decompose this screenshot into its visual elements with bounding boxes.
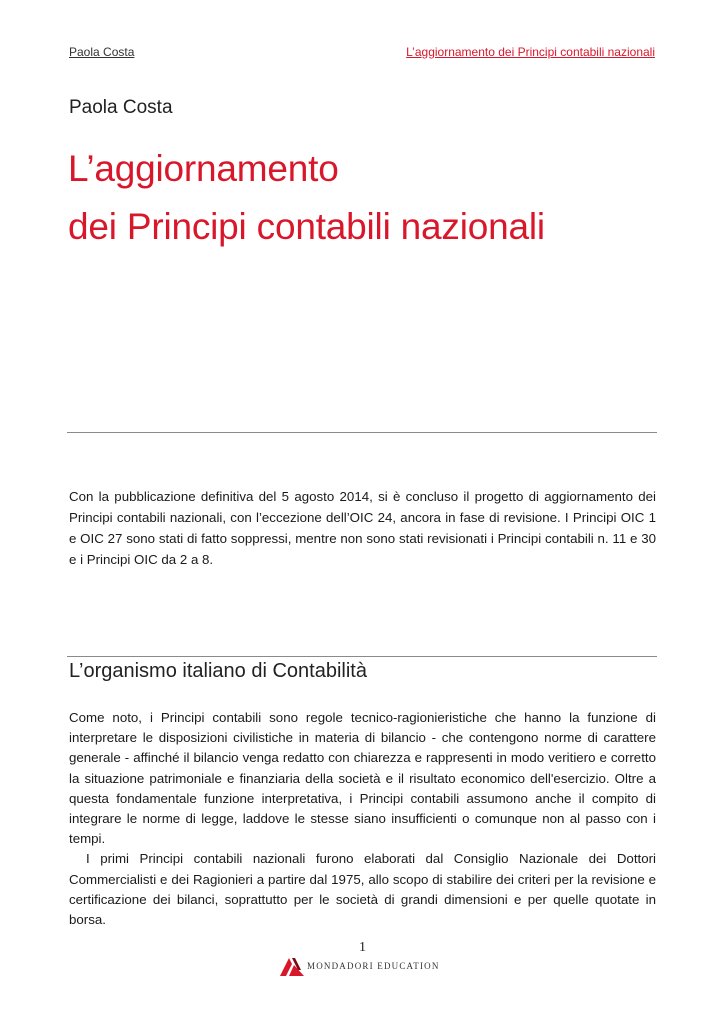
document-title-line-2: dei Principi contabili nazionali (68, 206, 545, 247)
running-header-title: L’aggiornamento dei Principi contabili nazionali (406, 45, 655, 59)
section-heading: L’organismo italiano di Contabilità (69, 660, 367, 682)
abstract-paragraph: Con la pubblicazione definitiva del 5 agosto 2014, si è concluso il progetto di aggiornamento dei Principi contabili nazionali, con l’eccezione dell’OIC 24, ancora in fase di revisione. I Principi OIC 1 e OIC 27 sono stati di fatto soppressi, mentre non sono stati revisionati i Principi contabili n. 11 e 30 e i Principi OIC da 2 a 8. (69, 489, 656, 567)
running-header-author: Paola Costa (69, 45, 135, 59)
body-paragraph-2: I primi Principi contabili nazionali furono elaborati dal Consiglio Nazionale dei Dottori Commercialisti e dei Ragionieri a partire dal 1975, allo scopo di stabilire dei criteri per la revisione e certificazione dei bilanci, soprattutto per le società di grandi dimensioni e per quelle quotate in borsa. (69, 851, 656, 928)
page-number: 1 (359, 940, 366, 955)
body-paragraph-1: Come noto, i Principi contabili sono regole tecnico-ragionieristiche che hanno la funzione di interpretare le disposizioni civilistiche in materia di bilancio - che contengono norme di carattere generale - affinché il bilancio venga redatto con chiarezza e rappresenti in modo veritiero e corretto la situazione patrimoniale e finanziaria della società e il risultato economico dell'esercizio. Oltre a questa fondamentale funzione interpretativa, i Principi contabili assumono anche il compito di integrare le norme di legge, laddove le stesse siano insufficienti o comunque non al passo con i tempi. (69, 710, 656, 847)
section-body (69, 708, 656, 930)
publisher-name: MONDADORI EDUCATION (307, 961, 440, 971)
publisher-logo (280, 956, 440, 976)
section-divider (67, 656, 657, 657)
title-divider (67, 432, 657, 433)
document-author: Paola Costa (69, 97, 173, 118)
document-title (68, 140, 545, 256)
mondadori-logo-icon (280, 956, 304, 976)
document-title-line-1: L’aggiornamento (68, 148, 339, 189)
